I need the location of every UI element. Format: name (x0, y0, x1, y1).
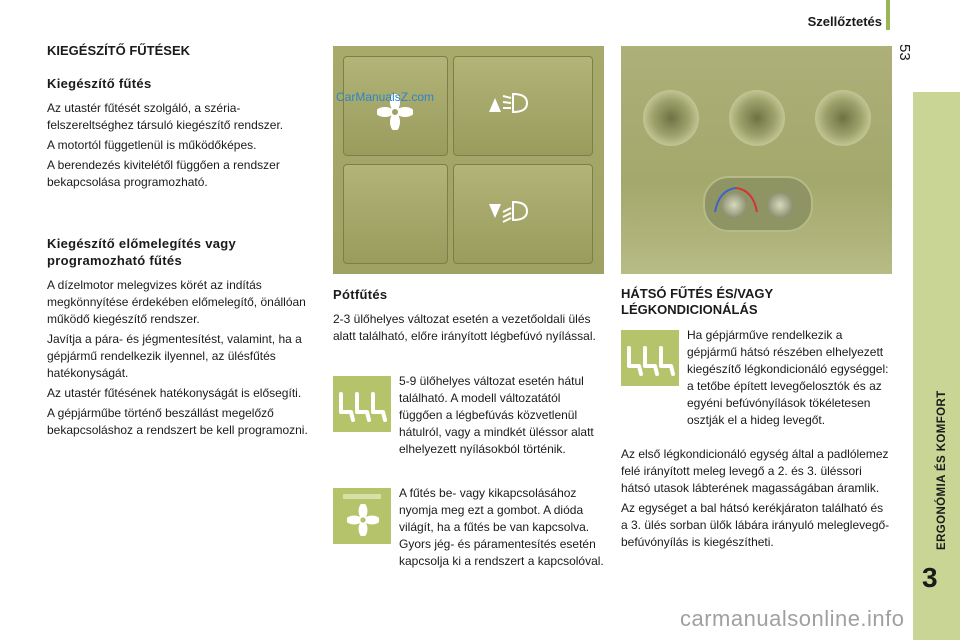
paragraph: Az első légkondicionáló egység által a padlólemez felé irányított meleg levegő a 2. és 3. üléssori hátsó utasok lábterének magasságában áramlik. (621, 447, 889, 495)
paragraph: Az egységet a bal hátsó kerékjáraton található és a 3. ülés sorban ülők lábára irányuló meleglevegő-befúvónyílás is kiegészítheti. (621, 501, 890, 549)
right-column (621, 286, 893, 330)
seat-row-icon (621, 330, 679, 386)
sub-heading-rear-heating: HÁTSÓ FŰTÉS ÉS/VAGY LÉGKONDICIONÁLÁS (621, 286, 773, 317)
headlamp-up-icon (483, 88, 543, 118)
paragraph: Az utastér fűtését szolgáló, a széria- felszereltséghez társuló kiegészítő rendszer. (47, 101, 284, 132)
paragraph-rear-heater: 5-9 ülőhelyes változat esetén hátul található. A modell változatától függően a légbefúvás közvetlenül hátulról, vagy a mindkét üléssor alatt elhelyezett nyílásokból történik. (399, 374, 594, 456)
vent-icon (729, 90, 785, 146)
paragraph: A motortól függetlenül is működőképes. (47, 138, 257, 152)
rear-vents-photo (621, 46, 892, 274)
paragraph-rear-ac: Ha gépjárműve rendelkezik a gépjármű hátsó részében elhelyezett kiegészítő légkondicionáló egységgel: a tetőbe épített levegőelosztók és az egyéni befúvónyílások tökéletesen osztják el a hideg levegőt. (687, 328, 889, 427)
paragraph: 2-3 ülőhelyes változat esetén a vezetőoldali ülés alatt található, előre irányított légbefúvó nyílással. (333, 312, 596, 343)
section-title: Szellőztetés (807, 14, 882, 29)
chapter-label: ERGONÓMIA ÉS KOMFORT (936, 390, 948, 550)
paragraph: A gépjárműbe történő beszállást megelőző bekapcsoláshoz a rendszert be kell programozni. (47, 406, 308, 437)
header-accent-bar (886, 0, 890, 30)
page-number: 53 (896, 44, 913, 61)
headlamp-down-icon (483, 196, 543, 226)
watermark: CarManualsZ.com (336, 90, 435, 104)
chapter-number: 3 (922, 562, 938, 593)
seat-row-icon (333, 376, 391, 432)
paragraph-heater-button: A fűtés be- vagy kikapcsolásához nyomja meg ezt a gombot. A dióda világít, ha a fűtés be van kapcsolva. Gyors jég- és páramentesítés esetén kapcsolja ki a rendszert a kapcsolóval. (399, 486, 604, 568)
paragraph: A dízelmotor melegvizes körét az indítás megkönnyítése érdekében előmelegítő, önállóan működő kiegészítő rendszer. (47, 278, 306, 326)
paragraph: A berendezés kivitelétől függően a rendszer bekapcsolása programozható. (47, 158, 280, 189)
left-column (47, 42, 319, 442)
footer-watermark: carmanualsonline.info (680, 606, 905, 631)
main-heading: KIEGÉSZÍTŐ FŰTÉSEK (47, 43, 191, 58)
fan-icon (347, 504, 379, 536)
paragraph: Az utastér fűtésének hatékonyságát is elősegíti. (47, 386, 302, 400)
sub-heading-auxiliary-heater: Pótfűtés (333, 287, 388, 302)
control-panel-photo (333, 46, 604, 274)
heater-button-icon (333, 488, 391, 544)
vent-icon (815, 90, 871, 146)
dial-icon (767, 192, 793, 218)
sub-heading-supplementary-heating: Kiegészítő fűtés (47, 76, 152, 91)
paragraph: Javítja a pára- és jégmentesítést, valamint, ha a gépjármű rendelkezik ilyennel, az ülésfűtés hatékonyságát. (47, 332, 302, 380)
middle-column (333, 286, 605, 348)
temperature-arc (711, 184, 761, 214)
vent-icon (643, 90, 699, 146)
sub-heading-preheating: Kiegészítő előmelegítés vagy programozható fűtés (47, 236, 237, 268)
